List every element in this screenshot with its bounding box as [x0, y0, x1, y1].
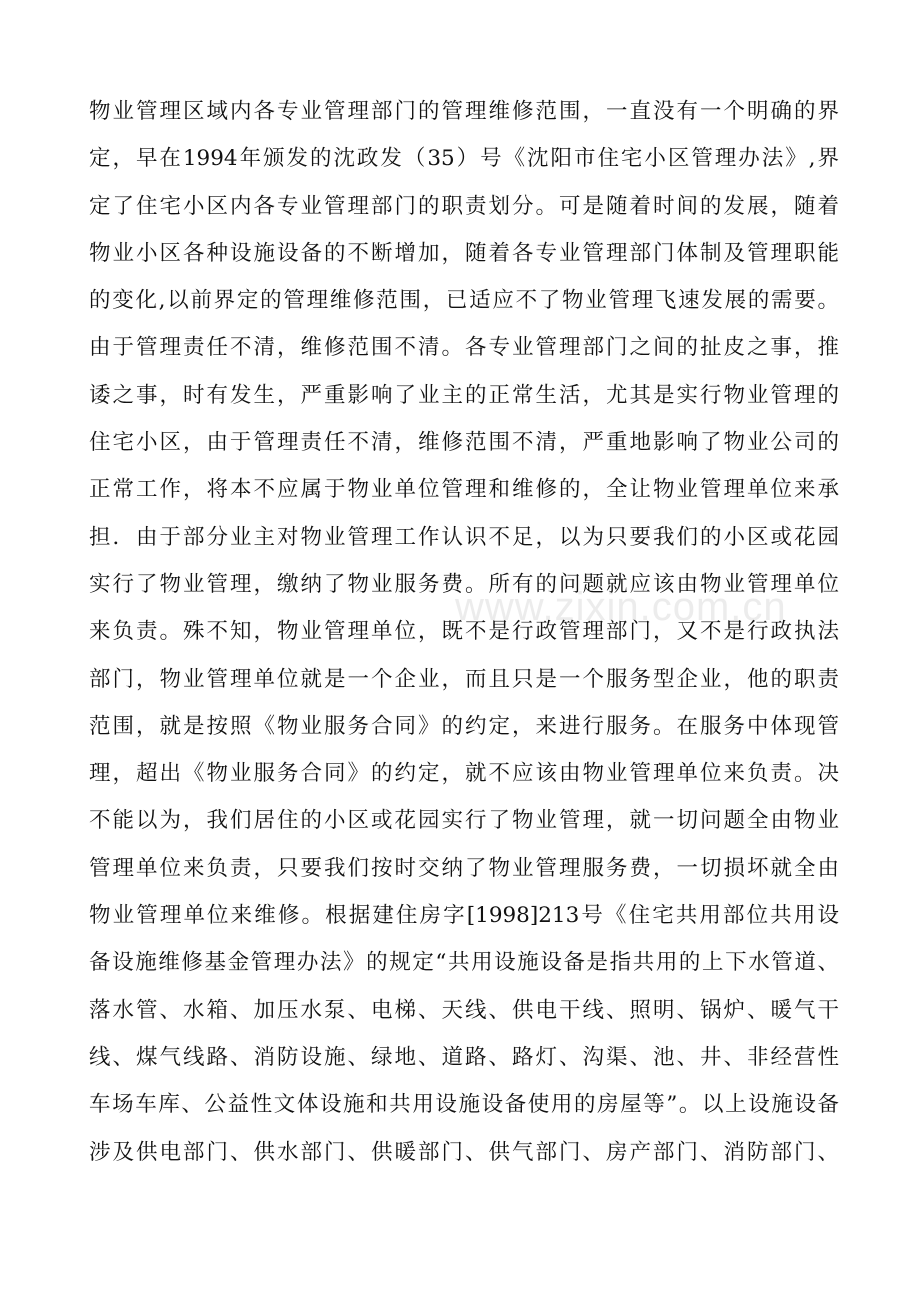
text-line: 涉及供电部门、供水部门、供暖部门、供气部门、房产部门、消防部门、 — [89, 1139, 839, 1165]
text-line: 正常工作，将本不应属于物业单位管理和维修的，全让物业管理单位来承 — [89, 477, 839, 503]
text-line: 不能以为，我们居住的小区或花园实行了物业管理，就一切问题全由物业 — [89, 808, 839, 834]
text-line: 担．由于部分业主对物业管理工作认识不足，以为只要我们的小区或花园 — [89, 524, 839, 550]
text-line: 由于管理责任不清，维修范围不清。各专业管理部门之间的扯皮之事，推 — [89, 335, 839, 361]
text-line: 的变化,以前界定的管理维修范围，已适应不了物业管理飞速发展的需要。 — [89, 288, 839, 314]
text-line: 备设施维修基金管理办法》的规定“共用设施设备是指共用的上下水管道、 — [89, 950, 839, 976]
text-line: 理，超出《物业服务合同》的约定，就不应该由物业管理单位来负责。决 — [89, 761, 839, 787]
text-line: 住宅小区，由于管理责任不清，维修范围不清，严重地影响了物业公司的 — [89, 430, 839, 456]
text-line: 线、煤气线路、消防设施、绿地、道路、路灯、沟渠、池、井、非经营性 — [89, 1044, 839, 1070]
text-line: 落水管、水箱、加压水泵、电梯、天线、供电干线、照明、锅炉、暖气干 — [89, 997, 839, 1023]
text-line: 车场车库、公益性文体设施和共用设施设备使用的房屋等”。以上设施设备 — [89, 1092, 839, 1118]
body-text — [89, 92, 839, 1180]
text-line: 物业管理单位来维修。根据建住房字[1998]213号《住宅共用部位共用设 — [89, 903, 839, 929]
text-line: 来负责。殊不知，物业管理单位，既不是行政管理部门，又不是行政执法 — [89, 619, 839, 645]
text-line: 物业管理区域内各专业管理部门的管理维修范围，一直没有一个明确的界 — [89, 99, 839, 124]
text-line: 诿之事，时有发生，严重影响了业主的正常生活，尤其是实行物业管理的 — [89, 382, 839, 408]
text-line: 管理单位来负责，只要我们按时交纳了物业管理服务费，一切损坏就全由 — [89, 855, 839, 881]
text-line: 实行了物业管理，缴纳了物业服务费。所有的问题就应该由物业管理单位 — [89, 571, 839, 597]
text-line: 定了住宅小区内各专业管理部门的职责划分。可是随着时间的发展，随着 — [89, 193, 839, 219]
watermark: www.zixin.com.cn — [455, 585, 787, 629]
text-line: 定，早在1994年颁发的沈政发（35）号《沈阳市住宅小区管理办法》,界 — [89, 146, 839, 172]
text-line: 范围，就是按照《物业服务合同》的约定，来进行服务。在服务中体现管 — [89, 713, 839, 739]
text-line: 部门，物业管理单位就是一个企业，而且只是一个服务型企业，他的职责 — [89, 666, 839, 692]
text-line: 物业小区各种设施设备的不断增加，随着各专业管理部门体制及管理职能 — [89, 240, 839, 266]
